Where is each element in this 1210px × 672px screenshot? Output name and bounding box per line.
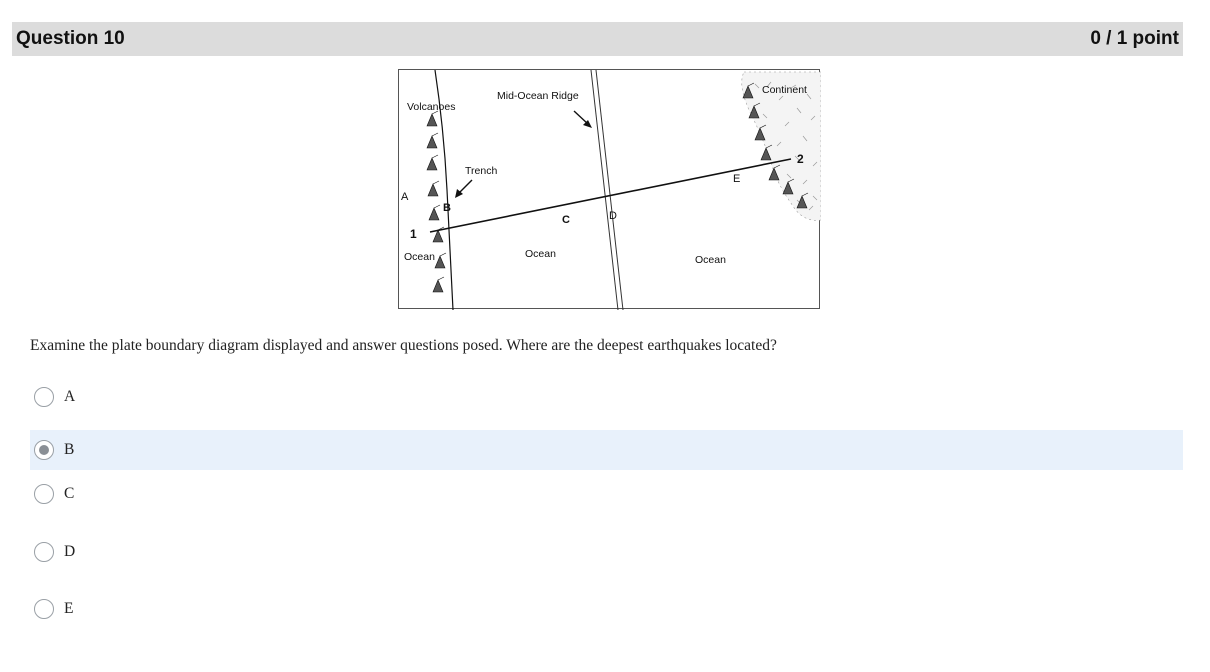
choice-label: E <box>64 600 74 617</box>
choice-e[interactable] <box>30 589 1183 629</box>
volcano-icon <box>427 133 438 148</box>
continent-label: Continent <box>762 84 807 96</box>
point-a-label: A <box>401 191 409 203</box>
ocean-right-label: Ocean <box>695 254 726 266</box>
radio-button-checked[interactable] <box>34 440 54 460</box>
question-title: Question 10 <box>16 28 125 49</box>
ocean-middle-label: Ocean <box>525 248 556 260</box>
choice-c[interactable] <box>30 474 1183 514</box>
mid-ocean-ridge-label: Mid-Ocean Ridge <box>497 90 579 102</box>
choice-d[interactable] <box>30 532 1183 572</box>
question-header <box>12 22 1183 56</box>
radio-button[interactable] <box>34 599 54 619</box>
ocean-left-label: Ocean <box>404 251 435 263</box>
question-points: 0 / 1 point <box>1090 28 1179 49</box>
radio-button[interactable] <box>34 542 54 562</box>
endpoint-2-label: 2 <box>797 152 804 166</box>
point-d-label: D <box>609 210 617 222</box>
volcano-icon <box>429 205 440 220</box>
ridge-line-left <box>591 70 618 310</box>
trench-label: Trench <box>465 165 498 177</box>
volcano-icon <box>433 277 444 292</box>
plate-boundary-diagram <box>398 69 820 309</box>
trench-arrow <box>455 180 472 198</box>
question-prompt: Examine the plate boundary diagram displayed and answer questions posed. Where are the deepest earthquakes located? <box>30 337 777 354</box>
point-c-label: C <box>562 214 570 226</box>
radio-button[interactable] <box>34 484 54 504</box>
volcano-icon <box>427 155 438 170</box>
volcano-icon <box>435 253 446 268</box>
volcano-icon <box>427 111 438 126</box>
point-b-label: B <box>443 202 451 214</box>
choice-b[interactable] <box>30 430 1183 470</box>
ridge-arrow <box>574 111 592 128</box>
volcanoes-label: Volcanoes <box>407 101 456 113</box>
choice-label: D <box>64 543 76 560</box>
choice-label: B <box>64 441 75 458</box>
diagram-canvas <box>399 70 821 310</box>
choice-a[interactable] <box>30 377 1183 417</box>
volcano-icon <box>428 181 439 196</box>
point-e-label: E <box>733 173 741 185</box>
endpoint-1-label: 1 <box>410 227 417 241</box>
choice-label: A <box>64 388 76 405</box>
ridge-line-right <box>596 70 623 310</box>
choice-label: C <box>64 485 75 502</box>
radio-button[interactable] <box>34 387 54 407</box>
